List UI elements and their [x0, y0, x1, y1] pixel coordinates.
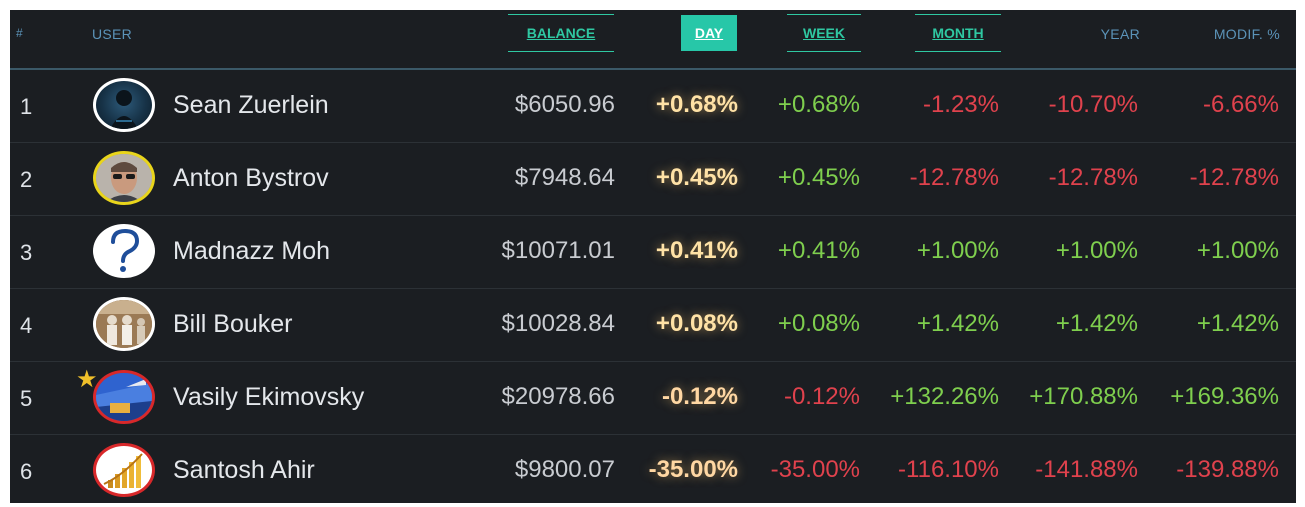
year-change-value: +170.88% — [1029, 383, 1138, 410]
year-change-value: +1.42% — [1055, 310, 1138, 337]
day-change-value: +0.41% — [655, 237, 738, 264]
rank-column-header: # — [16, 26, 23, 40]
year-column-header: YEAR — [1100, 26, 1140, 42]
year-change-value: -12.78% — [1048, 164, 1138, 191]
user-name-link[interactable]: Sean Zuerlein — [173, 91, 329, 119]
question-mark-avatar[interactable] — [93, 224, 155, 278]
modif-change-value: -6.66% — [1202, 91, 1279, 118]
table-row[interactable] — [10, 435, 1296, 507]
week-change-value: +0.68% — [777, 91, 860, 118]
balance-value: $10071.01 — [501, 237, 615, 264]
month-change-value: -1.23% — [922, 91, 999, 118]
day-change-value: +0.45% — [655, 164, 738, 191]
day-change-value: +0.68% — [655, 91, 738, 118]
year-change-value: -10.70% — [1048, 91, 1138, 118]
star-icon: ★ — [76, 366, 98, 393]
rank-number: 2 — [20, 167, 33, 192]
day-change-value: -0.12% — [661, 383, 738, 410]
rank-number: 4 — [20, 313, 33, 338]
day-change-value: -35.00% — [648, 456, 738, 483]
landscape-avatar[interactable] — [93, 370, 155, 424]
rank-number: 1 — [20, 94, 33, 119]
table-row[interactable] — [10, 143, 1296, 216]
rank-number: 5 — [20, 386, 33, 411]
balance-value: $6050.96 — [514, 91, 615, 118]
week-change-value: +0.45% — [777, 164, 860, 191]
rank-number: 6 — [20, 459, 33, 484]
month-change-value: -116.10% — [898, 456, 999, 483]
user-name-link[interactable]: Vasily Ekimovsky — [173, 383, 365, 411]
growth-chart-avatar[interactable] — [93, 443, 155, 497]
month-change-value: +1.42% — [916, 310, 999, 337]
table-row[interactable] — [10, 289, 1296, 362]
modif-change-value: -12.78% — [1189, 164, 1279, 191]
sort-day-tab-active[interactable]: DAY — [681, 15, 737, 51]
rank-number: 3 — [20, 240, 33, 265]
week-change-value: -0.12% — [783, 383, 860, 410]
leaderboard-table — [10, 10, 1296, 503]
year-change-value: -141.88% — [1035, 456, 1138, 483]
dark-figure-avatar[interactable] — [93, 78, 155, 132]
balance-value: $9800.07 — [514, 456, 615, 483]
table-header — [10, 10, 1296, 70]
modif-change-value: -139.88% — [1176, 456, 1279, 483]
group-photo-avatar[interactable] — [93, 297, 155, 351]
week-change-value: +0.41% — [777, 237, 860, 264]
balance-value: $10028.84 — [501, 310, 615, 337]
table-row[interactable] — [10, 216, 1296, 289]
table-row[interactable] — [10, 362, 1296, 435]
year-change-value: +1.00% — [1055, 237, 1138, 264]
user-name-link[interactable]: Bill Bouker — [173, 310, 293, 338]
sort-month-link[interactable]: MONTH — [915, 14, 1001, 52]
week-change-value: -35.00% — [770, 456, 860, 483]
user-name-link[interactable]: Madnazz Moh — [173, 237, 331, 265]
sort-balance-link[interactable]: BALANCE — [508, 14, 614, 52]
user-column-header: USER — [92, 26, 133, 42]
sort-week-link[interactable]: WEEK — [787, 14, 861, 52]
modif-change-value: +1.00% — [1196, 237, 1279, 264]
modif-column-header: MODIF. % — [1213, 26, 1280, 42]
face-sunglasses-avatar[interactable] — [93, 151, 155, 205]
modif-change-value: +1.42% — [1196, 310, 1279, 337]
user-name-link[interactable]: Anton Bystrov — [173, 164, 329, 192]
user-name-link[interactable]: Santosh Ahir — [173, 456, 315, 484]
balance-value: $7948.64 — [514, 164, 615, 191]
month-change-value: +1.00% — [916, 237, 999, 264]
table-row[interactable] — [10, 70, 1296, 143]
balance-value: $20978.66 — [501, 383, 615, 410]
day-change-value: +0.08% — [655, 310, 738, 337]
week-change-value: +0.08% — [777, 310, 860, 337]
modif-change-value: +169.36% — [1170, 383, 1279, 410]
month-change-value: -12.78% — [909, 164, 999, 191]
month-change-value: +132.26% — [890, 383, 999, 410]
